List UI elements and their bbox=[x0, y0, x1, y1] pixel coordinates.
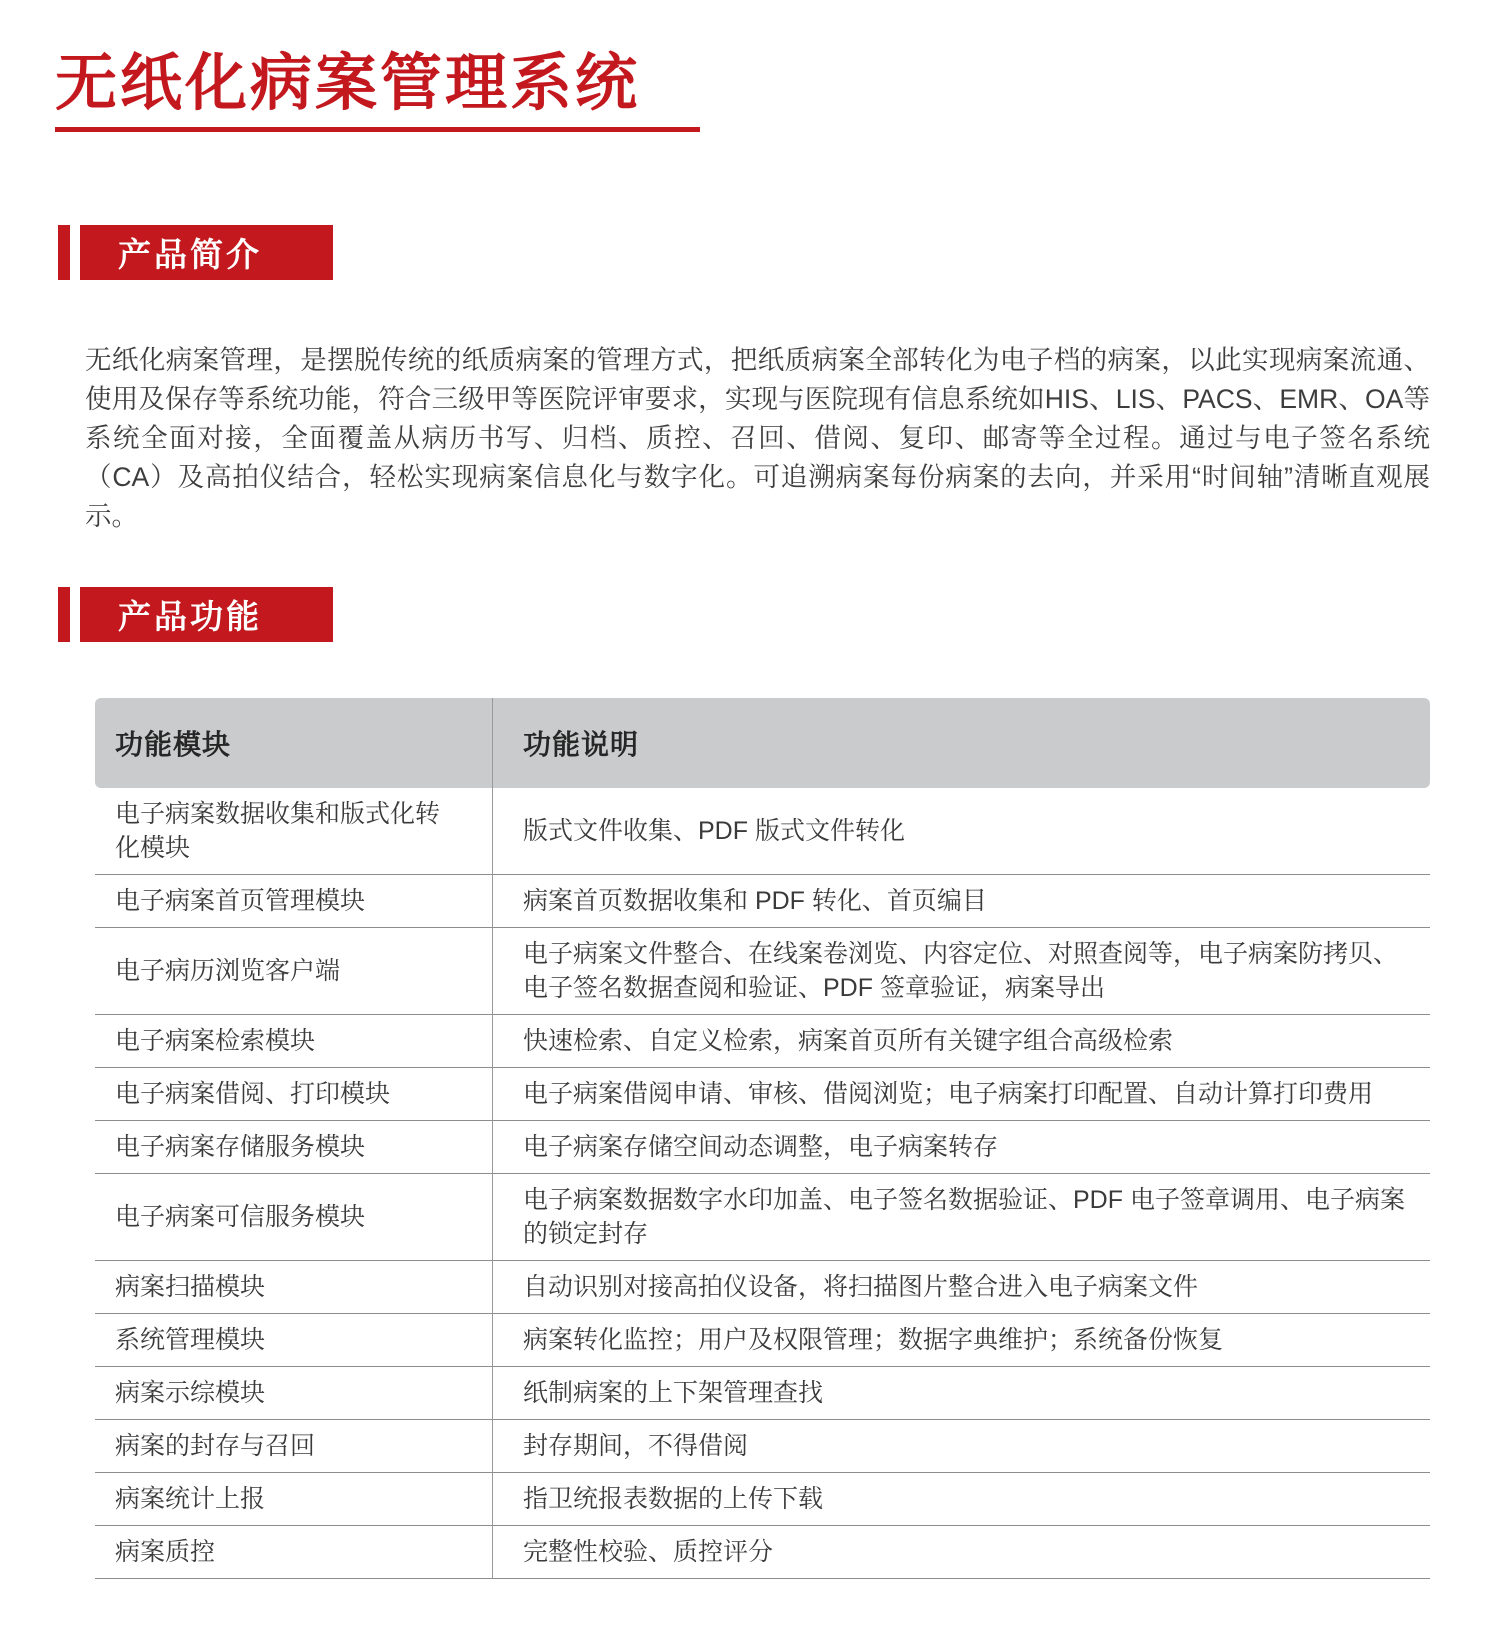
description-cell: 封存期间，不得借阅 bbox=[493, 1420, 1430, 1473]
intro-paragraph: 无纸化病案管理，是摆脱传统的纸质病案的管理方式，把纸质病案全部转化为电子档的病案，以此实现病案流通、使用及保存等系统功能，符合三级甲等医院评审要求，实现与医院现有信息系统如HIS、LIS、PACS、EMR、OA等系统全面对接，全面覆盖从病历书写、归档、质控、召回、借阅、复印、邮寄等全过程。通过与电子签名系统（CA）及高拍仪结合，轻松实现病案信息化与数字化。可追溯病案每份病案的去向，并采用“时间轴”清晰直观展示。 bbox=[85, 344, 1430, 531]
module-cell: 电子病案存储服务模块 bbox=[95, 1121, 493, 1174]
table-row bbox=[95, 1068, 1430, 1121]
module-cell: 电子病案首页管理模块 bbox=[95, 875, 493, 928]
module-cell: 电子病案可信服务模块 bbox=[95, 1174, 493, 1261]
description-cell: 指卫统报表数据的上传下载 bbox=[493, 1473, 1430, 1526]
section-heading-intro: 产品简介 bbox=[80, 225, 333, 280]
description-cell: 快速检索、自定义检索，病案首页所有关键字组合高级检索 bbox=[493, 1015, 1430, 1068]
description-cell: 电子病案存储空间动态调整，电子病案转存 bbox=[493, 1121, 1430, 1174]
column-header-module: 功能模块 bbox=[95, 698, 493, 788]
table-row bbox=[95, 1473, 1430, 1526]
description-cell: 电子病案文件整合、在线案卷浏览、内容定位、对照查阅等，电子病案防拷贝、电子签名数据查阅和验证、PDF 签章验证，病案导出 bbox=[493, 928, 1430, 1015]
module-cell: 病案的封存与召回 bbox=[95, 1420, 493, 1473]
description-cell: 电子病案数据数字水印加盖、电子签名数据验证、PDF 电子签章调用、电子病案的锁定封存 bbox=[493, 1174, 1430, 1261]
table-row bbox=[95, 1174, 1430, 1261]
module-cell: 电子病案借阅、打印模块 bbox=[95, 1068, 493, 1121]
module-cell: 电子病案数据收集和版式化转化模块 bbox=[95, 788, 493, 875]
description-cell: 电子病案借阅申请、审核、借阅浏览；电子病案打印配置、自动计算打印费用 bbox=[493, 1068, 1430, 1121]
description-cell: 病案首页数据收集和 PDF 转化、首页编目 bbox=[493, 875, 1430, 928]
table-row bbox=[95, 928, 1430, 1015]
accent-bar bbox=[58, 225, 70, 280]
section-banner-features bbox=[58, 587, 333, 642]
module-cell: 病案扫描模块 bbox=[95, 1261, 493, 1314]
module-cell: 病案统计上报 bbox=[95, 1473, 493, 1526]
table-row bbox=[95, 788, 1430, 875]
table-row bbox=[95, 1367, 1430, 1420]
table-row bbox=[95, 1526, 1430, 1579]
section-heading-features: 产品功能 bbox=[80, 587, 333, 642]
module-cell: 电子病历浏览客户端 bbox=[95, 928, 493, 1015]
features-table bbox=[95, 698, 1430, 1579]
description-cell: 病案转化监控；用户及权限管理；数据字典维护；系统备份恢复 bbox=[493, 1314, 1430, 1367]
accent-bar bbox=[58, 587, 70, 642]
header-row bbox=[95, 698, 1430, 788]
section-banner-intro bbox=[58, 225, 333, 280]
table-row bbox=[95, 1420, 1430, 1473]
table-row bbox=[95, 1015, 1430, 1068]
description-cell: 完整性校验、质控评分 bbox=[493, 1526, 1430, 1579]
table-row bbox=[95, 1121, 1430, 1174]
description-cell: 自动识别对接高拍仪设备，将扫描图片整合进入电子病案文件 bbox=[493, 1261, 1430, 1314]
description-cell: 纸制病案的上下架管理查找 bbox=[493, 1367, 1430, 1420]
module-cell: 病案示综模块 bbox=[95, 1367, 493, 1420]
page-title: 无纸化病案管理系统 bbox=[55, 49, 641, 118]
module-cell: 电子病案检索模块 bbox=[95, 1015, 493, 1068]
table-row bbox=[95, 1314, 1430, 1367]
title-underline bbox=[55, 127, 700, 132]
description-cell: 版式文件收集、PDF 版式文件转化 bbox=[493, 788, 1430, 875]
features-table-header bbox=[95, 698, 1430, 788]
table-row bbox=[95, 875, 1430, 928]
features-table-body bbox=[95, 788, 1430, 1579]
module-cell: 系统管理模块 bbox=[95, 1314, 493, 1367]
column-header-description: 功能说明 bbox=[493, 698, 1430, 788]
table-row bbox=[95, 1261, 1430, 1314]
module-cell: 病案质控 bbox=[95, 1526, 493, 1579]
